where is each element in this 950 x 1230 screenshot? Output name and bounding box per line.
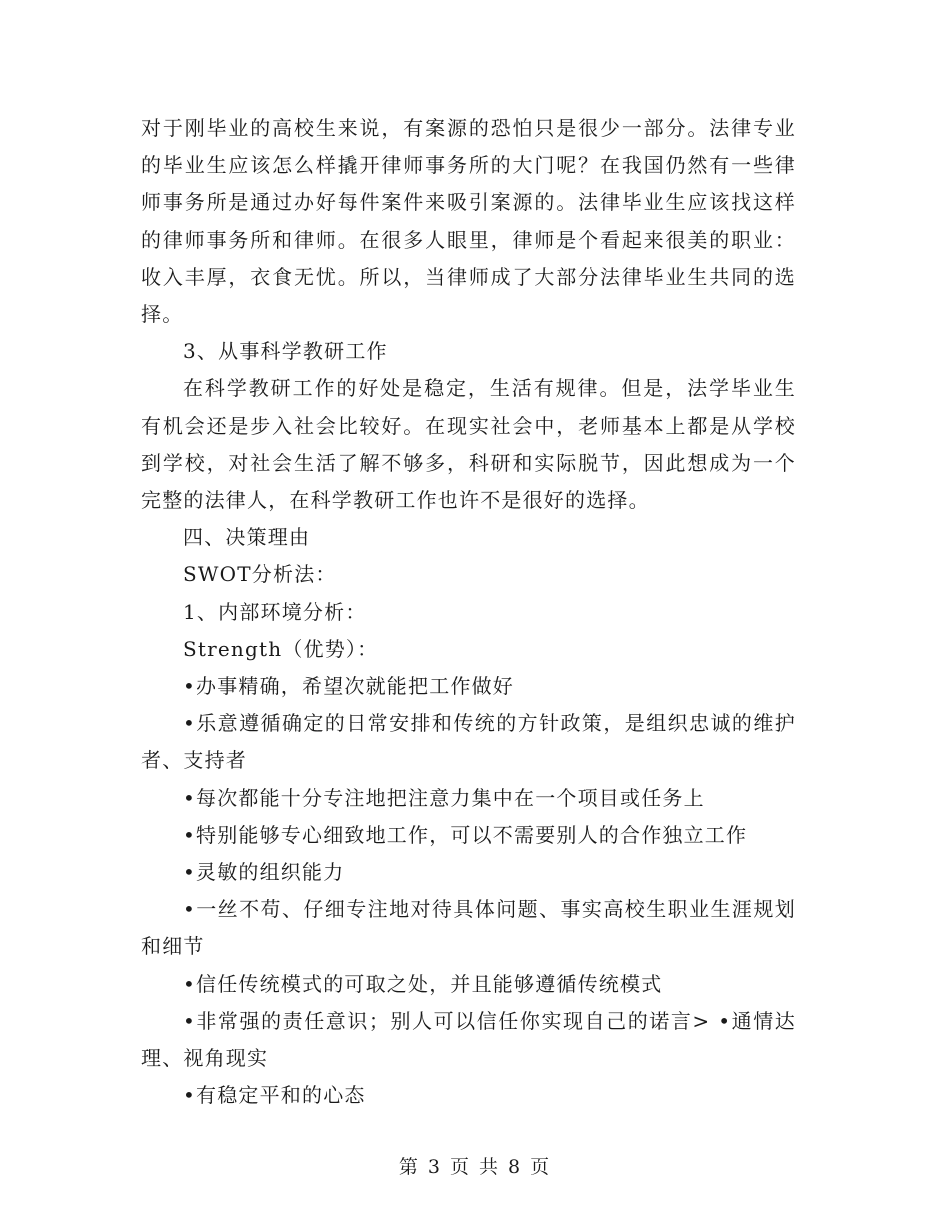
section-heading-decision: 四、决策理由 bbox=[183, 525, 311, 550]
strength-item: •办事精确，希望次就能把工作做好 bbox=[183, 674, 514, 699]
strength-item: •信任传统模式的可取之处，并且能够遵循传统模式 bbox=[183, 971, 663, 996]
strength-item: •一丝不苟、仔细专注地对待具体问题、事实高校生职业生涯规划和细节 bbox=[141, 897, 796, 959]
strength-item: •每次都能十分专注地把注意力集中在一个项目或任务上 bbox=[183, 785, 705, 810]
strength-item: •灵敏的组织能力 bbox=[183, 860, 345, 885]
section-heading-research: 3、从事科学教研工作 bbox=[183, 339, 388, 364]
strength-item: •非常强的责任意识；别人可以信任你实现自己的诺言> •通情达理、视角现实 bbox=[141, 1008, 796, 1071]
strength-heading: Strength（优势）： bbox=[183, 636, 379, 661]
paragraph-lawyer-career: 对于刚毕业的高校生来说，有案源的恐怕只是很少一部分。法律专业的毕业生应该怎么样撬开律师事务所的大门呢？在我国仍然有一些律师事务所是通过办好每件案件来吸引案源的。法律毕业生应该找这样的律师事务所和律师。在很多人眼里，律师是个看起来很美的职业：收入丰厚，衣食无忧。所以，当律师成了大部分法律毕业生共同的选择。 bbox=[141, 116, 796, 327]
page-number-footer: 第 3 页 共 8 页 bbox=[398, 1156, 552, 1178]
paragraph-research: 在科学教研工作的好处是稳定，生活有规律。但是，法学毕业生有机会还是步入社会比较好。在现实社会中，老师基本上都是从学校到学校，对社会生活了解不够多，科研和实际脱节，因此想成为一个完整的法律人，在科学教研工作也许不是很好的选择。 bbox=[141, 376, 796, 513]
strength-item: •特别能够专心细致地工作，可以不需要别人的合作独立工作 bbox=[183, 822, 748, 847]
strength-item: •有稳定平和的心态 bbox=[183, 1083, 366, 1108]
swot-heading: SWOT分析法： bbox=[183, 562, 337, 587]
strength-item: •乐意遵循确定的日常安排和传统的方针政策，是组织忠诚的维护者、支持者 bbox=[141, 711, 796, 773]
internal-analysis-heading: 1、内部环境分析： bbox=[183, 599, 367, 624]
document-body bbox=[141, 110, 796, 1114]
